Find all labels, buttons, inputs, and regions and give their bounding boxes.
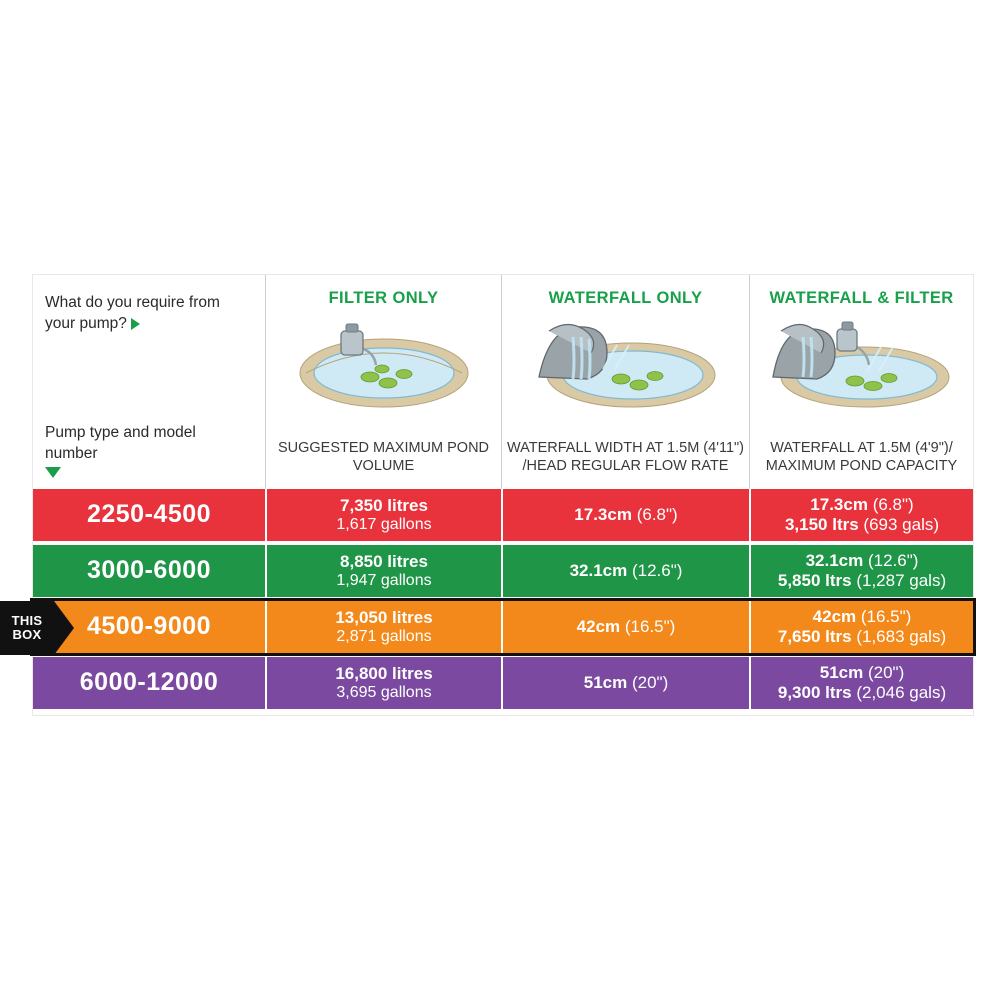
model-number: 3000-6000	[86, 556, 212, 585]
column-title-waterfall-only: WATERFALL ONLY	[548, 289, 703, 307]
column-subtitle-filter-only: SUGGESTED MAXIMUM POND VOLUME	[277, 439, 490, 474]
combo-pond-gallons: (1,287 gals)	[856, 571, 947, 590]
arrow-down-icon	[45, 467, 61, 478]
row-filter-cell	[265, 489, 501, 541]
combo-pond-litres: 5,850 ltrs	[777, 571, 852, 590]
combo-waterfall-inches: (20")	[867, 662, 905, 682]
column-title-waterfall-and-filter: WATERFALL & FILTER	[769, 289, 954, 307]
waterfall-width-inches: (20")	[631, 672, 669, 692]
table-row[interactable]	[33, 489, 973, 541]
model-number: 6000-12000	[79, 668, 219, 697]
waterfall-width-cm: 42cm	[576, 616, 621, 636]
combo-waterfall-cm: 42cm	[812, 606, 857, 626]
table-row-highlighted[interactable]	[33, 601, 973, 653]
combo-pond-gallons: (693 gals)	[863, 515, 940, 534]
header-cell-waterfall-only	[501, 275, 749, 489]
row-combo-cell	[749, 601, 973, 653]
pond-with-waterfall-illustration	[521, 311, 731, 421]
row-filter-cell	[265, 545, 501, 597]
table-row[interactable]	[33, 657, 973, 709]
this-box-callout	[0, 601, 72, 655]
row-waterfall-cell	[501, 657, 749, 709]
filter-volume-litres: 13,050 litres	[335, 607, 433, 627]
combo-waterfall-inches: (12.6")	[867, 550, 919, 570]
combo-waterfall-cm: 17.3cm	[810, 494, 868, 514]
filter-volume-litres: 8,850 litres	[340, 551, 428, 571]
model-number: 2250-4500	[86, 500, 212, 529]
waterfall-width-cm: 51cm	[583, 672, 628, 692]
chart-header	[33, 275, 973, 489]
row-combo-cell	[749, 545, 973, 597]
row-combo-cell	[749, 489, 973, 541]
combo-pond-litres: 3,150 ltrs	[784, 515, 859, 534]
combo-waterfall-cm: 32.1cm	[805, 550, 864, 570]
header-cell-legend	[33, 275, 265, 489]
combo-pond-gallons: (1,683 gals)	[856, 627, 947, 646]
filter-volume-litres: 7,350 litres	[340, 495, 428, 515]
column-title-filter-only: FILTER ONLY	[328, 289, 439, 307]
header-cell-waterfall-and-filter	[749, 275, 973, 489]
arrow-right-icon	[131, 318, 140, 330]
filter-volume-litres: 16,800 litres	[335, 663, 433, 683]
row-waterfall-cell	[501, 489, 749, 541]
column-subtitle-waterfall-only: WATERFALL WIDTH AT 1.5M (4'11") /HEAD REGULAR FLOW RATE	[506, 439, 744, 474]
combo-waterfall-inches: (6.8")	[872, 494, 914, 514]
combo-waterfall-inches: (16.5")	[860, 606, 912, 626]
combo-pond-litres: 7,650 ltrs	[777, 627, 852, 646]
model-number: 4500-9000	[86, 612, 212, 641]
row-waterfall-cell	[501, 545, 749, 597]
question-label	[45, 293, 235, 335]
row-filter-cell	[265, 601, 501, 653]
pond-with-waterfall-and-filter-illustration	[757, 311, 967, 421]
filter-volume-gallons: 1,617 gallons	[336, 515, 432, 533]
row-combo-cell	[749, 657, 973, 709]
header-cell-filter-only	[265, 275, 501, 489]
filter-volume-gallons: 2,871 gallons	[336, 627, 432, 645]
waterfall-width-inches: (12.6")	[631, 560, 683, 580]
row-model-cell	[33, 489, 265, 541]
table-row[interactable]	[33, 545, 973, 597]
combo-pond-litres: 9,300 ltrs	[777, 683, 852, 702]
row-waterfall-cell	[501, 601, 749, 653]
this-box-line-2: BOX	[12, 627, 42, 642]
pump-type-label: Pump type and model number	[45, 424, 196, 462]
waterfall-width-inches: (6.8")	[636, 504, 678, 524]
waterfall-width-cm: 17.3cm	[574, 504, 632, 524]
column-subtitle-waterfall-and-filter: WATERFALL AT 1.5M (4'9")/ MAXIMUM POND CAPACITY	[765, 439, 958, 474]
combo-pond-gallons: (2,046 gals)	[856, 683, 947, 702]
waterfall-width-cm: 32.1cm	[569, 560, 628, 580]
filter-volume-gallons: 1,947 gallons	[336, 571, 432, 589]
pond-with-filter-pump-illustration	[284, 311, 484, 421]
row-filter-cell	[265, 657, 501, 709]
this-box-pointer-icon	[54, 601, 74, 655]
row-model-cell	[33, 657, 265, 709]
this-box-label	[0, 601, 54, 655]
pump-selection-chart	[11, 275, 973, 715]
waterfall-width-inches: (16.5")	[624, 616, 676, 636]
filter-volume-gallons: 3,695 gallons	[336, 683, 432, 701]
combo-waterfall-cm: 51cm	[819, 662, 864, 682]
question-text: What do you require from your pump?	[45, 294, 220, 332]
this-box-line-1: THIS	[11, 613, 43, 629]
row-model-cell	[33, 545, 265, 597]
